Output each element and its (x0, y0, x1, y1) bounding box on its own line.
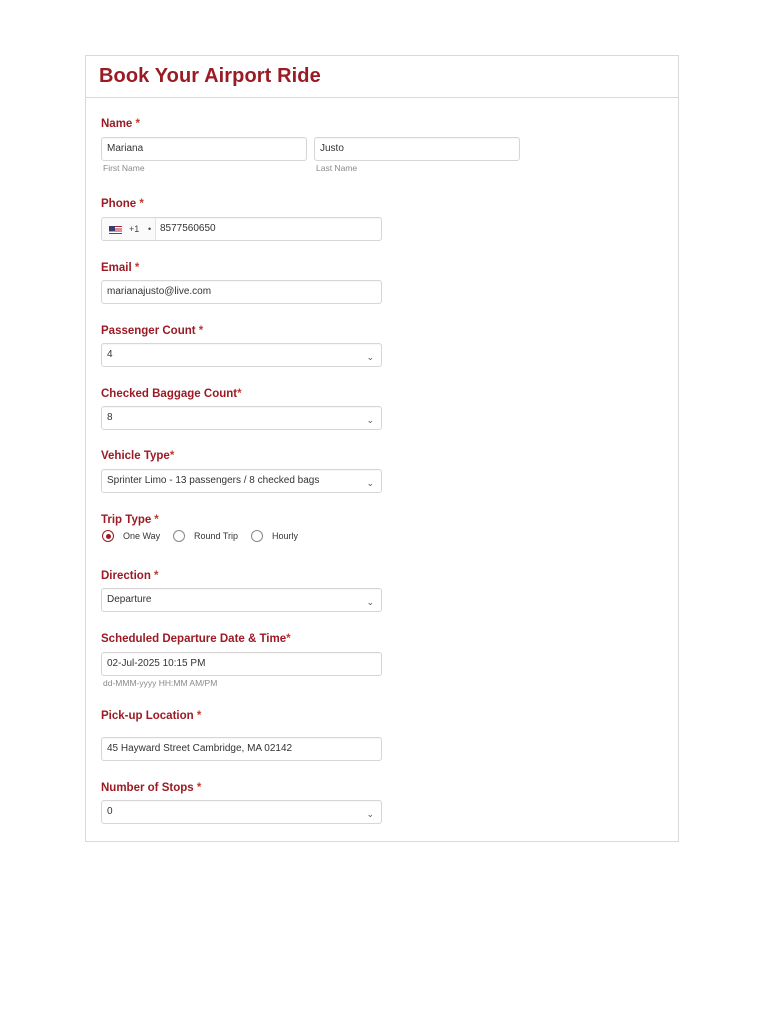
passenger-count-select[interactable] (101, 343, 382, 367)
direction-label: Direction * (101, 570, 159, 582)
form-title: Book Your Airport Ride (99, 65, 321, 87)
stops-label: Number of Stops * (101, 782, 202, 794)
booking-form-card (85, 55, 679, 842)
phone-number-value: 8577560650 (160, 223, 216, 234)
vehicle-type-label: Vehicle Type* (101, 450, 175, 462)
radio-unchecked-icon[interactable] (173, 530, 185, 542)
passenger-count-value: 4 (107, 349, 113, 360)
dial-separator: • (148, 224, 152, 234)
email-label: Email * (101, 262, 140, 274)
trip-type-one-way[interactable] (102, 529, 167, 545)
name-field (101, 116, 140, 132)
chevron-down-icon: ⌄ (366, 478, 374, 488)
dial-code: +1 (129, 224, 140, 234)
baggage-count-value: 8 (107, 412, 113, 423)
phone-label: Phone * (101, 198, 144, 210)
trip-type-field (101, 512, 401, 541)
departure-datetime-input[interactable]: 02-Jul-2025 10:15 PM (101, 652, 382, 676)
name-label: Name * (101, 118, 141, 130)
pickup-location-input[interactable]: 45 Hayward Street Cambridge, MA 02142 (101, 737, 382, 761)
country-code-selector[interactable] (102, 218, 156, 240)
phone-field (101, 196, 144, 212)
trip-type-hourly[interactable] (251, 529, 306, 545)
chevron-down-icon: ⌄ (366, 352, 374, 362)
stops-select[interactable] (101, 800, 382, 824)
departure-label: Scheduled Departure Date & Time* (101, 633, 291, 645)
radio-checked-icon[interactable] (102, 530, 114, 542)
departure-format-hint: dd-MMM-yyyy HH:MM AM/PM (103, 678, 218, 688)
phone-input[interactable] (101, 217, 382, 241)
direction-select[interactable] (101, 588, 382, 612)
trip-type-round-trip[interactable] (173, 529, 245, 545)
radio-label: Hourly (272, 531, 299, 541)
trip-type-label: Trip Type * (101, 514, 159, 526)
last-name-sublabel: Last Name (316, 163, 358, 173)
vehicle-type-field (101, 448, 174, 464)
chevron-down-icon: ⌄ (366, 597, 374, 607)
radio-unchecked-icon[interactable] (251, 530, 263, 542)
passenger-count-field (101, 323, 203, 339)
form-header (86, 56, 678, 98)
last-name-input[interactable]: Justo (314, 137, 520, 161)
vehicle-type-select[interactable] (101, 469, 382, 493)
departure-field (101, 631, 501, 647)
baggage-count-field (101, 386, 242, 402)
email-input[interactable]: marianajusto@live.com (101, 280, 382, 304)
direction-field (101, 568, 159, 584)
email-field (101, 260, 139, 276)
direction-value: Departure (107, 594, 152, 605)
first-name-sublabel: First Name (103, 163, 145, 173)
radio-label: One Way (123, 531, 161, 541)
first-name-input[interactable]: Mariana (101, 137, 307, 161)
pickup-label: Pick-up Location * (101, 710, 202, 722)
baggage-count-select[interactable] (101, 406, 382, 430)
us-flag-icon (109, 226, 122, 234)
radio-label: Round Trip (194, 531, 239, 541)
stops-field (101, 780, 201, 796)
pickup-field (101, 708, 201, 724)
vehicle-type-value: Sprinter Limo - 13 passengers / 8 checked bags (107, 475, 320, 486)
chevron-down-icon: ⌄ (366, 415, 374, 425)
baggage-count-label: Checked Baggage Count* (101, 388, 242, 400)
passenger-count-label: Passenger Count * (101, 325, 204, 337)
stops-value: 0 (107, 806, 113, 817)
chevron-down-icon: ⌄ (366, 809, 374, 819)
